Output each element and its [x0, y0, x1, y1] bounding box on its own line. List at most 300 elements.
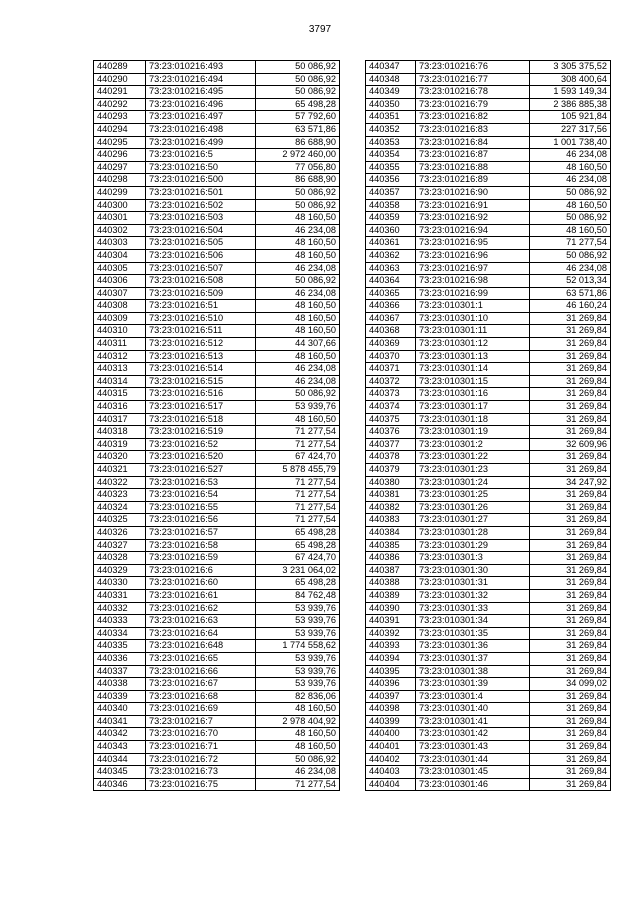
- row-number-cell: 440352: [366, 123, 416, 136]
- value-cell: 3 305 375,52: [530, 61, 611, 74]
- cadastral-number-cell: 73:23:010301:40: [416, 703, 530, 716]
- table-row: [366, 741, 611, 754]
- value-cell: 46 234,08: [256, 375, 340, 388]
- value-cell: 53 939,76: [256, 678, 340, 691]
- cadastral-number-cell: 73:23:010301:41: [416, 715, 530, 728]
- cadastral-number-cell: 73:23:010301:35: [416, 627, 530, 640]
- value-cell: 31 269,84: [530, 526, 611, 539]
- value-cell: 48 160,50: [530, 224, 611, 237]
- row-number-cell: 440348: [366, 73, 416, 86]
- value-cell: 31 269,84: [530, 539, 611, 552]
- cadastral-number-cell: 73:23:010301:15: [416, 375, 530, 388]
- value-cell: 44 307,66: [256, 338, 340, 351]
- row-number-cell: 440342: [94, 728, 146, 741]
- cadastral-number-cell: 73:23:010216:56: [146, 514, 256, 527]
- table-row: [94, 665, 340, 678]
- value-cell: 53 939,76: [256, 602, 340, 615]
- value-cell: 48 160,50: [256, 728, 340, 741]
- cadastral-number-cell: 73:23:010216:67: [146, 678, 256, 691]
- row-number-cell: 440369: [366, 338, 416, 351]
- value-cell: 308 400,64: [530, 73, 611, 86]
- value-cell: 48 160,50: [256, 300, 340, 313]
- cadastral-number-cell: 73:23:010301:36: [416, 640, 530, 653]
- row-number-cell: 440380: [366, 476, 416, 489]
- row-number-cell: 440306: [94, 275, 146, 288]
- table-row: [94, 615, 340, 628]
- cadastral-number-cell: 73:23:010216:82: [416, 111, 530, 124]
- table-row: [94, 224, 340, 237]
- table-row: [366, 753, 611, 766]
- row-number-cell: 440333: [94, 615, 146, 628]
- row-number-cell: 440294: [94, 123, 146, 136]
- row-number-cell: 440357: [366, 186, 416, 199]
- cadastral-number-cell: 73:23:010216:78: [416, 86, 530, 99]
- table-row: [366, 375, 611, 388]
- value-cell: 31 269,84: [530, 690, 611, 703]
- row-number-cell: 440394: [366, 652, 416, 665]
- row-number-cell: 440349: [366, 86, 416, 99]
- row-number-cell: 440316: [94, 401, 146, 414]
- value-cell: 2 978 404,92: [256, 715, 340, 728]
- value-cell: 71 277,54: [256, 778, 340, 791]
- table-row: [94, 564, 340, 577]
- row-number-cell: 440374: [366, 401, 416, 414]
- value-cell: 32 609,96: [530, 438, 611, 451]
- row-number-cell: 440376: [366, 426, 416, 439]
- cadastral-number-cell: 73:23:010301:1: [416, 300, 530, 313]
- cadastral-number-cell: 73:23:010301:46: [416, 778, 530, 791]
- row-number-cell: 440292: [94, 98, 146, 111]
- cadastral-number-cell: 73:23:010216:90: [416, 186, 530, 199]
- row-number-cell: 440295: [94, 136, 146, 149]
- value-cell: 31 269,84: [530, 489, 611, 502]
- value-cell: 34 099,02: [530, 678, 611, 691]
- cadastral-number-cell: 73:23:010301:23: [416, 464, 530, 477]
- value-cell: 46 234,08: [256, 224, 340, 237]
- cadastral-number-cell: 73:23:010216:518: [146, 413, 256, 426]
- row-number-cell: 440303: [94, 237, 146, 250]
- cadastral-number-cell: 73:23:010301:38: [416, 665, 530, 678]
- row-number-cell: 440314: [94, 375, 146, 388]
- cadastral-number-cell: 73:23:010301:27: [416, 514, 530, 527]
- row-number-cell: 440320: [94, 451, 146, 464]
- cadastral-number-cell: 73:23:010301:3: [416, 552, 530, 565]
- row-number-cell: 440362: [366, 249, 416, 262]
- value-cell: 2 386 885,38: [530, 98, 611, 111]
- cadastral-number-cell: 73:23:010216:87: [416, 149, 530, 162]
- table-row: [366, 464, 611, 477]
- cadastral-number-cell: 73:23:010301:19: [416, 426, 530, 439]
- cadastral-number-cell: 73:23:010216:510: [146, 312, 256, 325]
- row-number-cell: 440330: [94, 577, 146, 590]
- value-cell: 31 269,84: [530, 728, 611, 741]
- table-row: [94, 526, 340, 539]
- table-row: [94, 741, 340, 754]
- row-number-cell: 440313: [94, 363, 146, 376]
- register-table-left: [93, 60, 340, 791]
- row-number-cell: 440404: [366, 778, 416, 791]
- value-cell: 50 086,92: [530, 249, 611, 262]
- table-row: [94, 539, 340, 552]
- table-row: [94, 703, 340, 716]
- cadastral-number-cell: 73:23:010216:519: [146, 426, 256, 439]
- table-row: [94, 174, 340, 187]
- cadastral-number-cell: 73:23:010216:502: [146, 199, 256, 212]
- value-cell: 63 571,86: [530, 287, 611, 300]
- row-number-cell: 440336: [94, 652, 146, 665]
- cadastral-number-cell: 73:23:010216:88: [416, 161, 530, 174]
- value-cell: 71 277,54: [256, 489, 340, 502]
- cadastral-number-cell: 73:23:010216:96: [416, 249, 530, 262]
- cadastral-number-cell: 73:23:010216:95: [416, 237, 530, 250]
- table-row: [366, 61, 611, 74]
- cadastral-number-cell: 73:23:010301:17: [416, 401, 530, 414]
- value-cell: 31 269,84: [530, 564, 611, 577]
- cadastral-number-cell: 73:23:010216:5: [146, 149, 256, 162]
- value-cell: 1 001 738,40: [530, 136, 611, 149]
- value-cell: 105 921,84: [530, 111, 611, 124]
- table-row: [94, 325, 340, 338]
- row-number-cell: 440373: [366, 388, 416, 401]
- value-cell: 48 160,50: [530, 161, 611, 174]
- table-row: [366, 111, 611, 124]
- value-cell: 48 160,50: [256, 237, 340, 250]
- cadastral-number-cell: 73:23:010216:648: [146, 640, 256, 653]
- cadastral-number-cell: 73:23:010301:13: [416, 350, 530, 363]
- table-row: [366, 665, 611, 678]
- cadastral-number-cell: 73:23:010216:84: [416, 136, 530, 149]
- value-cell: 31 269,84: [530, 552, 611, 565]
- table-row: [366, 224, 611, 237]
- row-number-cell: 440310: [94, 325, 146, 338]
- row-number-cell: 440341: [94, 715, 146, 728]
- value-cell: 46 234,08: [256, 363, 340, 376]
- row-number-cell: 440345: [94, 766, 146, 779]
- value-cell: 31 269,84: [530, 338, 611, 351]
- cadastral-number-cell: 73:23:010216:89: [416, 174, 530, 187]
- value-cell: 1 593 149,34: [530, 86, 611, 99]
- value-cell: 48 160,50: [256, 312, 340, 325]
- value-cell: 53 939,76: [256, 627, 340, 640]
- cadastral-number-cell: 73:23:010216:70: [146, 728, 256, 741]
- table-row: [366, 426, 611, 439]
- row-number-cell: 440381: [366, 489, 416, 502]
- value-cell: 57 792,60: [256, 111, 340, 124]
- cadastral-number-cell: 73:23:010301:39: [416, 678, 530, 691]
- value-cell: 31 269,84: [530, 514, 611, 527]
- row-number-cell: 440308: [94, 300, 146, 313]
- row-number-cell: 440361: [366, 237, 416, 250]
- cadastral-number-cell: 73:23:010216:514: [146, 363, 256, 376]
- value-cell: 2 972 460,00: [256, 149, 340, 162]
- value-cell: 3 231 064,02: [256, 564, 340, 577]
- value-cell: 31 269,84: [530, 627, 611, 640]
- table-row: [366, 249, 611, 262]
- row-number-cell: 440324: [94, 501, 146, 514]
- cadastral-number-cell: 73:23:010216:60: [146, 577, 256, 590]
- cadastral-number-cell: 73:23:010216:61: [146, 589, 256, 602]
- value-cell: 71 277,54: [256, 501, 340, 514]
- value-cell: 31 269,84: [530, 577, 611, 590]
- table-row: [366, 174, 611, 187]
- value-cell: 31 269,84: [530, 413, 611, 426]
- row-number-cell: 440307: [94, 287, 146, 300]
- cadastral-number-cell: 73:23:010216:98: [416, 275, 530, 288]
- cadastral-number-cell: 73:23:010216:513: [146, 350, 256, 363]
- row-number-cell: 440299: [94, 186, 146, 199]
- table-row: [94, 728, 340, 741]
- value-cell: 50 086,92: [256, 186, 340, 199]
- row-number-cell: 440315: [94, 388, 146, 401]
- table-row: [94, 300, 340, 313]
- value-cell: 50 086,92: [256, 388, 340, 401]
- cadastral-number-cell: 73:23:010216:68: [146, 690, 256, 703]
- value-cell: 48 160,50: [256, 325, 340, 338]
- table-row: [94, 363, 340, 376]
- table-row: [366, 325, 611, 338]
- value-cell: 65 498,28: [256, 539, 340, 552]
- cadastral-number-cell: 73:23:010216:506: [146, 249, 256, 262]
- cadastral-number-cell: 73:23:010216:55: [146, 501, 256, 514]
- value-cell: 53 939,76: [256, 665, 340, 678]
- value-cell: 50 086,92: [256, 61, 340, 74]
- row-number-cell: 440370: [366, 350, 416, 363]
- table-row: [94, 715, 340, 728]
- cadastral-number-cell: 73:23:010216:53: [146, 476, 256, 489]
- cadastral-number-cell: 73:23:010301:24: [416, 476, 530, 489]
- row-number-cell: 440323: [94, 489, 146, 502]
- cadastral-number-cell: 73:23:010216:511: [146, 325, 256, 338]
- cadastral-number-cell: 73:23:010216:495: [146, 86, 256, 99]
- value-cell: 65 498,28: [256, 526, 340, 539]
- cadastral-number-cell: 73:23:010216:51: [146, 300, 256, 313]
- table-row: [366, 526, 611, 539]
- row-number-cell: 440371: [366, 363, 416, 376]
- row-number-cell: 440325: [94, 514, 146, 527]
- cadastral-number-cell: 73:23:010301:43: [416, 741, 530, 754]
- row-number-cell: 440322: [94, 476, 146, 489]
- row-number-cell: 440355: [366, 161, 416, 174]
- table-row: [366, 589, 611, 602]
- row-number-cell: 440319: [94, 438, 146, 451]
- value-cell: 31 269,84: [530, 589, 611, 602]
- row-number-cell: 440291: [94, 86, 146, 99]
- table-row: [366, 703, 611, 716]
- table-row: [366, 539, 611, 552]
- table-row: [366, 564, 611, 577]
- cadastral-number-cell: 73:23:010301:18: [416, 413, 530, 426]
- value-cell: 46 234,08: [256, 262, 340, 275]
- table-row: [366, 338, 611, 351]
- row-number-cell: 440301: [94, 212, 146, 225]
- table-row: [366, 186, 611, 199]
- page-number: 3797: [308, 24, 332, 35]
- cadastral-number-cell: 73:23:010301:22: [416, 451, 530, 464]
- table-row: [94, 136, 340, 149]
- value-cell: 48 160,50: [256, 741, 340, 754]
- table-row: [366, 476, 611, 489]
- table-row: [94, 652, 340, 665]
- table-row: [366, 300, 611, 313]
- cadastral-number-cell: 73:23:010301:30: [416, 564, 530, 577]
- cadastral-number-cell: 73:23:010216:515: [146, 375, 256, 388]
- table-row: [94, 753, 340, 766]
- table-row: [94, 388, 340, 401]
- row-number-cell: 440326: [94, 526, 146, 539]
- row-number-cell: 440400: [366, 728, 416, 741]
- cadastral-number-cell: 73:23:010216:99: [416, 287, 530, 300]
- cadastral-number-cell: 73:23:010216:501: [146, 186, 256, 199]
- table-row: [366, 73, 611, 86]
- table-row: [366, 778, 611, 791]
- table-row: [94, 287, 340, 300]
- cadastral-number-cell: 73:23:010301:10: [416, 312, 530, 325]
- table-row: [94, 451, 340, 464]
- row-number-cell: 440399: [366, 715, 416, 728]
- cadastral-number-cell: 73:23:010216:94: [416, 224, 530, 237]
- row-number-cell: 440379: [366, 464, 416, 477]
- row-number-cell: 440305: [94, 262, 146, 275]
- row-number-cell: 440386: [366, 552, 416, 565]
- row-number-cell: 440312: [94, 350, 146, 363]
- cadastral-number-cell: 73:23:010216:52: [146, 438, 256, 451]
- cadastral-number-cell: 73:23:010216:72: [146, 753, 256, 766]
- cadastral-number-cell: 73:23:010216:63: [146, 615, 256, 628]
- cadastral-number-cell: 73:23:010216:73: [146, 766, 256, 779]
- value-cell: 31 269,84: [530, 401, 611, 414]
- value-cell: 50 086,92: [256, 199, 340, 212]
- value-cell: 53 939,76: [256, 615, 340, 628]
- table-row: [366, 237, 611, 250]
- row-number-cell: 440351: [366, 111, 416, 124]
- value-cell: 31 269,84: [530, 388, 611, 401]
- value-cell: 65 498,28: [256, 577, 340, 590]
- cadastral-number-cell: 73:23:010216:509: [146, 287, 256, 300]
- table-row: [366, 451, 611, 464]
- cadastral-number-cell: 73:23:010301:45: [416, 766, 530, 779]
- row-number-cell: 440290: [94, 73, 146, 86]
- row-number-cell: 440347: [366, 61, 416, 74]
- row-number-cell: 440327: [94, 539, 146, 552]
- value-cell: 31 269,84: [530, 741, 611, 754]
- row-number-cell: 440337: [94, 665, 146, 678]
- cadastral-number-cell: 73:23:010216:79: [416, 98, 530, 111]
- table-row: [366, 161, 611, 174]
- cadastral-number-cell: 73:23:010216:65: [146, 652, 256, 665]
- cadastral-number-cell: 73:23:010301:44: [416, 753, 530, 766]
- value-cell: 71 277,54: [256, 476, 340, 489]
- cadastral-number-cell: 73:23:010301:26: [416, 501, 530, 514]
- row-number-cell: 440375: [366, 413, 416, 426]
- cadastral-number-cell: 73:23:010216:500: [146, 174, 256, 187]
- value-cell: 46 234,08: [256, 287, 340, 300]
- row-number-cell: 440383: [366, 514, 416, 527]
- cadastral-number-cell: 73:23:010301:4: [416, 690, 530, 703]
- table-row: [366, 312, 611, 325]
- value-cell: 67 424,70: [256, 451, 340, 464]
- row-number-cell: 440387: [366, 564, 416, 577]
- table-row: [94, 627, 340, 640]
- table-row: [366, 501, 611, 514]
- cadastral-number-cell: 73:23:010216:97: [416, 262, 530, 275]
- table-row: [366, 212, 611, 225]
- cadastral-number-cell: 73:23:010216:527: [146, 464, 256, 477]
- value-cell: 46 234,08: [256, 766, 340, 779]
- value-cell: 31 269,84: [530, 766, 611, 779]
- table-row: [366, 287, 611, 300]
- table-row: [94, 401, 340, 414]
- value-cell: 1 774 558,62: [256, 640, 340, 653]
- table-row: [94, 161, 340, 174]
- row-number-cell: 440403: [366, 766, 416, 779]
- value-cell: 48 160,50: [530, 199, 611, 212]
- value-cell: 67 424,70: [256, 552, 340, 565]
- cadastral-number-cell: 73:23:010216:505: [146, 237, 256, 250]
- table-row: [94, 552, 340, 565]
- table-row: [94, 199, 340, 212]
- table-row: [366, 199, 611, 212]
- row-number-cell: 440368: [366, 325, 416, 338]
- table-row: [366, 602, 611, 615]
- value-cell: 31 269,84: [530, 501, 611, 514]
- value-cell: 46 234,08: [530, 262, 611, 275]
- value-cell: 86 688,90: [256, 174, 340, 187]
- cadastral-number-cell: 73:23:010301:16: [416, 388, 530, 401]
- value-cell: 48 160,50: [256, 212, 340, 225]
- cadastral-number-cell: 73:23:010216:66: [146, 665, 256, 678]
- table-row: [94, 489, 340, 502]
- cadastral-number-cell: 73:23:010216:494: [146, 73, 256, 86]
- value-cell: 86 688,90: [256, 136, 340, 149]
- cadastral-number-cell: 73:23:010216:76: [416, 61, 530, 74]
- value-cell: 31 269,84: [530, 426, 611, 439]
- row-number-cell: 440354: [366, 149, 416, 162]
- cadastral-number-cell: 73:23:010216:508: [146, 275, 256, 288]
- table-row: [366, 728, 611, 741]
- value-cell: 31 269,84: [530, 363, 611, 376]
- value-cell: 31 269,84: [530, 350, 611, 363]
- value-cell: 31 269,84: [530, 640, 611, 653]
- cadastral-number-cell: 73:23:010216:6: [146, 564, 256, 577]
- value-cell: 50 086,92: [530, 212, 611, 225]
- row-number-cell: 440401: [366, 741, 416, 754]
- cadastral-number-cell: 73:23:010301:31: [416, 577, 530, 590]
- table-row: [94, 262, 340, 275]
- cadastral-number-cell: 73:23:010216:92: [416, 212, 530, 225]
- cadastral-number-cell: 73:23:010216:517: [146, 401, 256, 414]
- value-cell: 31 269,84: [530, 652, 611, 665]
- table-row: [366, 438, 611, 451]
- table-row: [94, 98, 340, 111]
- value-cell: 31 269,84: [530, 665, 611, 678]
- table-row: [94, 61, 340, 74]
- table-row: [366, 136, 611, 149]
- cadastral-number-cell: 73:23:010301:42: [416, 728, 530, 741]
- row-number-cell: 440392: [366, 627, 416, 640]
- row-number-cell: 440391: [366, 615, 416, 628]
- row-number-cell: 440309: [94, 312, 146, 325]
- table-row: [366, 123, 611, 136]
- value-cell: 31 269,84: [530, 464, 611, 477]
- cadastral-number-cell: 73:23:010216:77: [416, 73, 530, 86]
- row-number-cell: 440321: [94, 464, 146, 477]
- value-cell: 227 317,56: [530, 123, 611, 136]
- cadastral-number-cell: 73:23:010301:33: [416, 602, 530, 615]
- row-number-cell: 440365: [366, 287, 416, 300]
- cadastral-number-cell: 73:23:010216:503: [146, 212, 256, 225]
- table-row: [94, 186, 340, 199]
- value-cell: 50 086,92: [256, 86, 340, 99]
